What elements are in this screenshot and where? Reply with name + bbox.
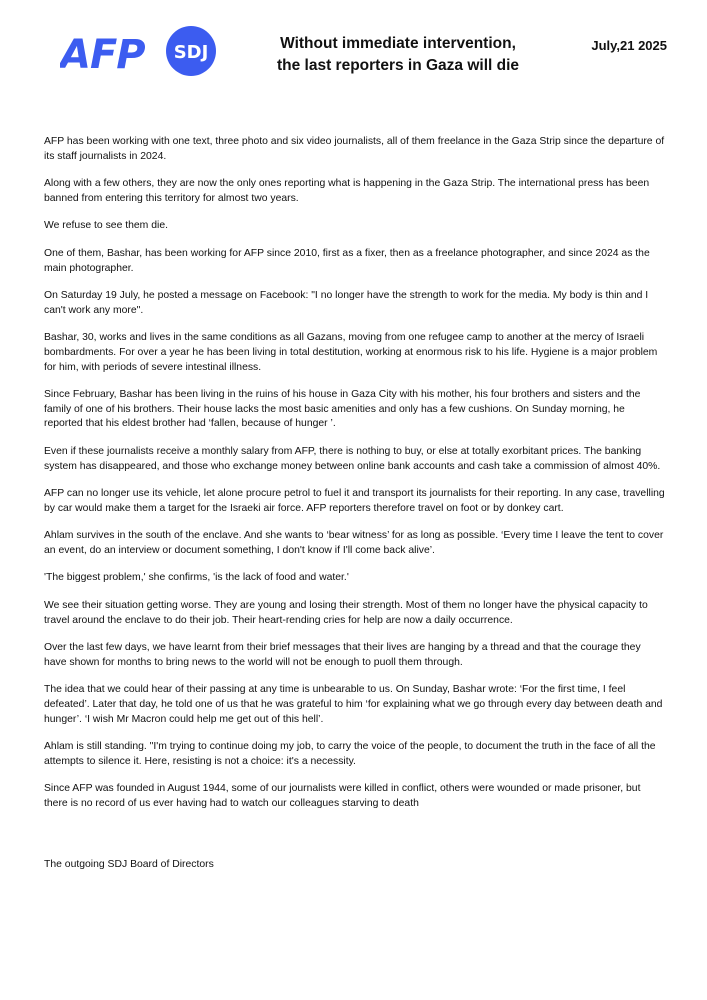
paragraph: We see their situation getting worse. They are young and losing their strength. Most of them no longer have the physical capacity to travel around the enclave to do their job. Their heart-rending cries for help are now a daily occurrence. xyxy=(44,600,648,626)
paragraph: Ahlam survives in the south of the enclave. And she wants to ‘bear witness’ for as long as possible. ‘Every time I leave the tent to cover an event, do an interview or document something, I don't know if I'll come back alive’. xyxy=(44,530,664,556)
letter-body xyxy=(44,135,666,825)
paragraph: Since AFP was founded in August 1944, some of our journalists were killed in conflict, others were wounded or made prisoner, but there is no record of us ever having had to watch our colleagues starving to death xyxy=(44,783,641,809)
title-line-2: the last reporters in Gaza will die xyxy=(276,57,520,74)
paragraph: Along with a few others, they are now the only ones reporting what is happening in the Gaza Strip. The international press has been banned from entering this territory for almost two years. xyxy=(44,178,650,204)
afp-wordmark: AFP xyxy=(60,32,145,76)
paragraph: AFP has been working with one text, three photo and six video journalists, all of them freelance in the Gaza Strip since the departure of its staff journalists in 2024. xyxy=(44,136,665,162)
document-date: July,21 2025 xyxy=(591,38,667,53)
page-title xyxy=(248,33,548,77)
paragraph: One of them, Bashar, has been working for AFP since 2010, first as a fixer, then as a freelance photographer, and since 2024 as the main photographer. xyxy=(44,247,650,274)
afp-sdj-logo xyxy=(60,26,220,76)
paragraph: The idea that we could hear of their passing at any time is unbearable to us. On Sunday, Bashar wrote: ‘For the first time, I feel defeated’. Later that day, he told one of us that he was grateful to him ‘for explaining what we go through every day between death and hunger’. ‘I wish Mr Macron could help me get out of this hell’. xyxy=(44,684,663,725)
paragraph: Ahlam is still standing. "I'm trying to continue doing my job, to carry the voice of the people, to document the truth in the face of all the attempts to silence it. Here, resisting is not a choice: it's a necessity. xyxy=(44,741,656,767)
paragraph: Since February, Bashar has been living in the ruins of his house in Gaza City with his mother, his four brothers and sisters and the family of one of his brothers. Their house lacks the most basic amenities and only has a few cushions. On Sunday morning, he reported that his eldest brother had ‘fallen, because of hunger ’. xyxy=(44,389,641,430)
paragraph: 'The biggest problem,' she confirms, 'is the lack of food and water.' xyxy=(44,572,349,584)
letterhead xyxy=(0,0,707,110)
sdj-badge-text: SDJ xyxy=(173,42,209,63)
paragraph: Bashar, 30, works and lives in the same conditions as all Gazans, moving from one refugee camp to another at the mercy of Israeli bombardments. For over a year he has been living in total destitution, working at enormous risk to his life. Hygiene is a major problem for him, with periods of severe intestinal illness. xyxy=(44,332,658,373)
afp-sdj-logo-graphic xyxy=(60,26,220,76)
paragraph: On Saturday 19 July, he posted a message on Facebook: "I no longer have the strength to work for the media. My body is thin and I can't work any more". xyxy=(44,290,649,316)
paragraph: AFP can no longer use its vehicle, let alone procure petrol to fuel it and transport its journalists for their reporting. In any case, travelling by car would make them a target for the Israeki air force. AFP reporters therefore travel on foot or by donkey cart. xyxy=(44,488,665,514)
paragraph: Over the last few days, we have learnt from their brief messages that their lives are hanging by a thread and that the courage they have shown for months to bring news to the world will not be enough to puoll them through. xyxy=(44,642,641,668)
paragraph: Even if these journalists receive a monthly salary from AFP, there is nothing to buy, or else at totally exorbitant prices. The banking system has disappeared, and those who exchange money between online bank accounts and cash take a commission of almost 40%. xyxy=(44,445,661,472)
signature: The outgoing SDJ Board of Directors xyxy=(44,859,214,870)
paragraph: We refuse to see them die. xyxy=(44,220,168,232)
title-line-1: Without immediate intervention, xyxy=(280,35,516,52)
